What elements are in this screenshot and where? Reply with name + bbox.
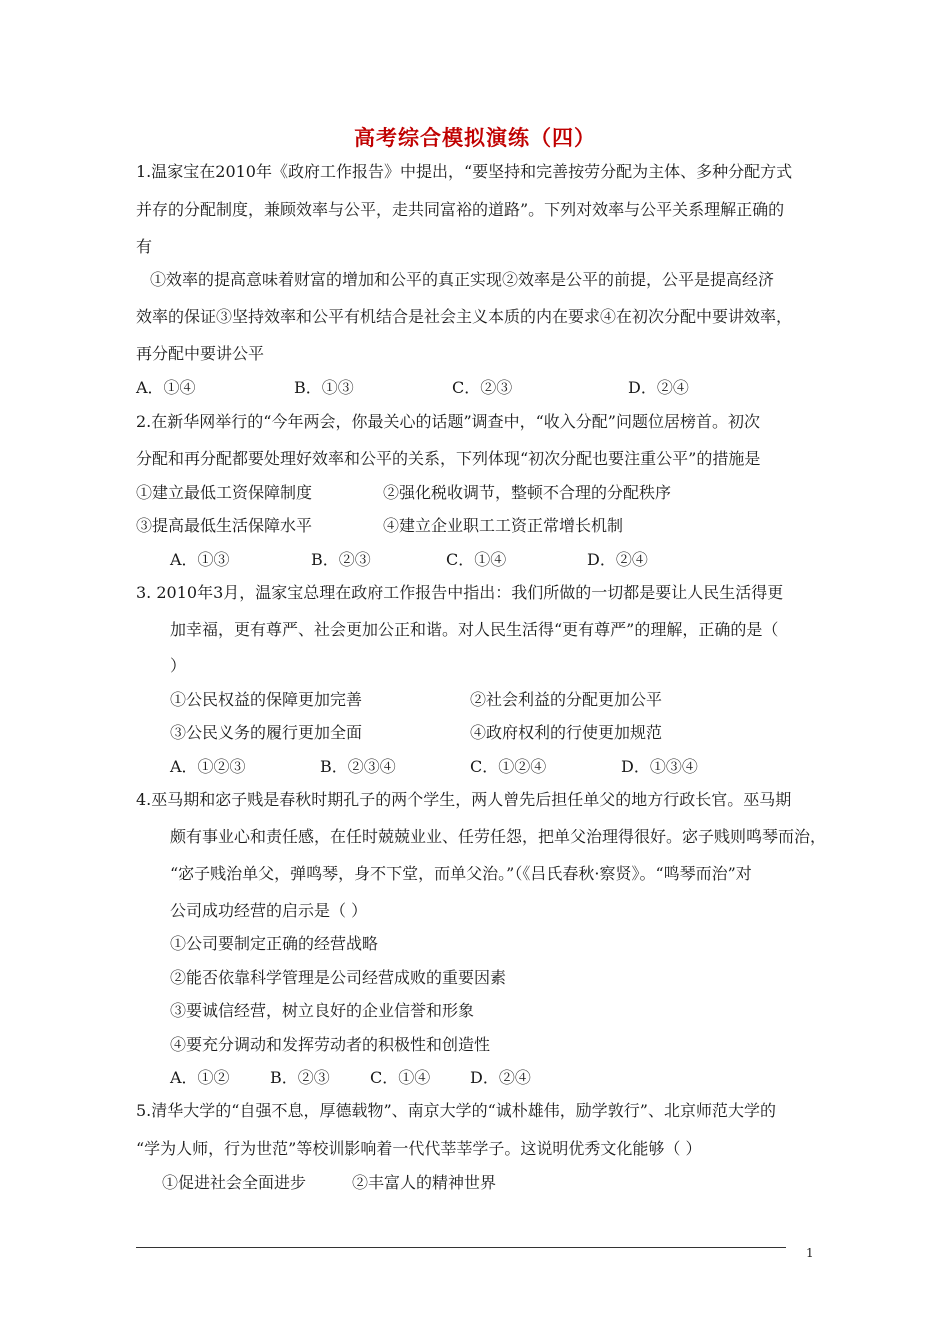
q4-item: ①公司要制定正确的经营战略 xyxy=(170,934,379,953)
q4-option-d: D．②④ xyxy=(470,1068,531,1087)
q4-options xyxy=(0,1068,950,1088)
q5-line: “学为人师，行为世范”等校训影响着一代代莘莘学子。这说明优秀文化能够（ ） xyxy=(136,1139,702,1158)
q2-options xyxy=(0,550,950,570)
q1-line: 再分配中要讲公平 xyxy=(136,344,265,363)
page-number: 1 xyxy=(806,1246,814,1260)
q3-item: ③公民义务的履行更加全面 xyxy=(170,723,363,742)
q1-line: 有 xyxy=(136,237,153,256)
q3-option-b: B．②③④ xyxy=(320,757,396,776)
q5-item: ②丰富人的精神世界 xyxy=(352,1173,497,1192)
q1-line: 并存的分配制度，兼顾效率与公平，走共同富裕的道路”。下列对效率与公平关系理解正确的 xyxy=(136,200,785,219)
q1-option-d: D．②④ xyxy=(628,378,689,397)
q3-option-a: A．①②③ xyxy=(170,757,246,776)
q1-option-a: A．①④ xyxy=(136,378,196,397)
q2-item: ②强化税收调节，整顿不合理的分配秩序 xyxy=(383,483,672,502)
q1-option-b: B．①③ xyxy=(294,378,354,397)
q2-item: ①建立最低工资保障制度 xyxy=(136,483,313,502)
q4-option-b: B．②③ xyxy=(270,1068,330,1087)
q3-item: ②社会利益的分配更加公平 xyxy=(470,690,663,709)
q4-option-c: C．①④ xyxy=(370,1068,431,1087)
q3-option-d: D．①③④ xyxy=(621,757,698,776)
q3-line: ） xyxy=(170,656,187,675)
page-title: 高考综合模拟演练（四） xyxy=(354,125,596,150)
q3-option-c: C．①②④ xyxy=(470,757,547,776)
q3-items-row xyxy=(0,723,950,743)
q1-options xyxy=(0,378,950,398)
q4-item: ②能否依靠科学管理是公司经营成败的重要因素 xyxy=(170,968,507,987)
q3-line: 加幸福，更有尊严、社会更加公正和谐。对人民生活得“更有尊严”的理解，正确的是（ xyxy=(170,620,779,639)
q2-item: ④建立企业职工工资正常增长机制 xyxy=(383,516,624,535)
q4-line: 公司成功经营的启示是（ ） xyxy=(170,901,368,920)
q2-option-d: D．②④ xyxy=(587,550,648,569)
q5-line: 5.清华大学的“自强不息，厚德载物”、南京大学的“诚朴雄伟，励学敦行”、北京师范大学的 xyxy=(136,1101,776,1120)
q2-option-b: B．②③ xyxy=(311,550,371,569)
q4-line: 4.巫马期和宓子贱是春秋时期孔子的两个学生，两人曾先后担任单父的地方行政长官。巫马期 xyxy=(136,790,792,809)
q2-option-a: A．①③ xyxy=(170,550,230,569)
footer-divider xyxy=(136,1247,786,1248)
q2-line: 分配和再分配都要处理好效率和公平的关系，下列体现“初次分配也要注重公平”的措施是 xyxy=(136,449,761,468)
q5-item: ①促进社会全面进步 xyxy=(162,1173,307,1192)
q5-items-row xyxy=(0,1173,950,1193)
q2-line: 2.在新华网举行的“今年两会，你最关心的话题”调查中，“收入分配”问题位居榜首。初次 xyxy=(136,412,760,431)
q3-item: ①公民权益的保障更加完善 xyxy=(170,690,363,709)
q1-line: ①效率的提高意味着财富的增加和公平的真正实现②效率是公平的前提，公平是提高经济 xyxy=(150,270,775,289)
q1-option-c: C．②③ xyxy=(452,378,513,397)
q3-item: ④政府权利的行使更加规范 xyxy=(470,723,663,742)
q4-item: ③要诚信经营，树立良好的企业信誉和形象 xyxy=(170,1001,475,1020)
q4-line: 颇有事业心和责任感，在任时兢兢业业、任劳任怨，把单父治理得很好。宓子贱则鸣琴而治， xyxy=(170,827,827,846)
q2-item: ③提高最低生活保障水平 xyxy=(136,516,313,535)
q2-items-row xyxy=(0,516,950,536)
q1-line: 1.温家宝在2010年《政府工作报告》中提出，“要坚持和完善按劳分配为主体、多种分配方式 xyxy=(136,162,793,181)
q4-line: “宓子贱治单父，弹鸣琴，身不下堂，而单父治。”（《吕氏春秋·察贤》。“鸣琴而治”对 xyxy=(170,864,752,883)
q3-items-row xyxy=(0,690,950,710)
q2-option-c: C．①④ xyxy=(446,550,507,569)
q4-item: ④要充分调动和发挥劳动者的积极性和创造性 xyxy=(170,1035,491,1054)
q4-option-a: A．①② xyxy=(170,1068,230,1087)
q3-options xyxy=(0,757,950,777)
q3-line: 3. 2010年3月，温家宝总理在政府工作报告中指出：我们所做的一切都是要让人民生活得更 xyxy=(136,583,784,602)
q2-items-row xyxy=(0,483,950,503)
q1-line: 效率的保证③坚持效率和公平有机结合是社会主义本质的内在要求④在初次分配中要讲效率， xyxy=(136,307,793,326)
